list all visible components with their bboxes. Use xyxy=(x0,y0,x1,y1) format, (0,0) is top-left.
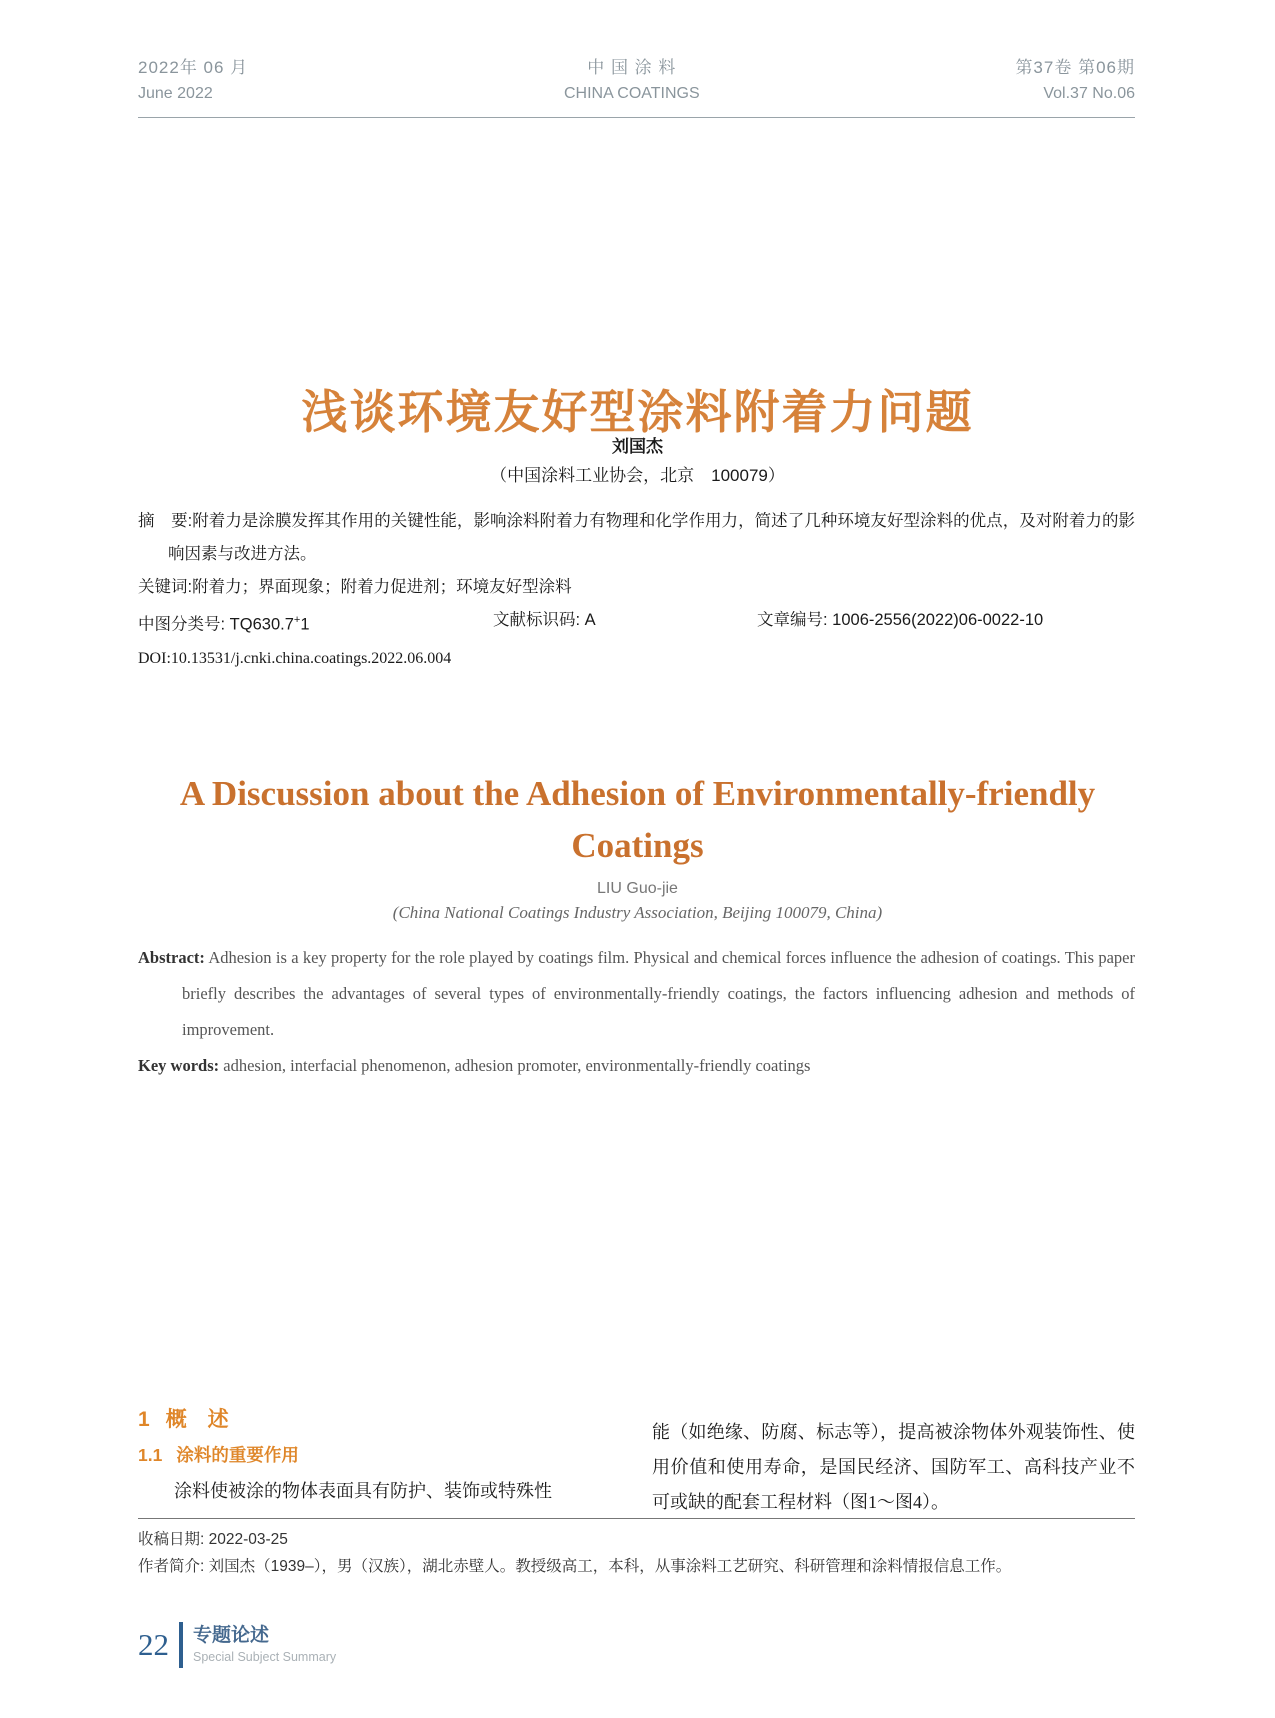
abstract-label-en: Abstract: xyxy=(138,948,205,967)
body-column-left xyxy=(138,1405,616,1520)
received-date-value: 2022-03-25 xyxy=(208,1531,288,1548)
clc-superscript: + xyxy=(293,614,301,626)
section-1-1-title: 涂料的重要作用 xyxy=(176,1445,299,1465)
footer-column-labels xyxy=(193,1624,336,1666)
author-bio-text: 刘国杰（1939–），男（汉族），湖北赤壁人。教授级高工，本科，从事涂料工艺研究、科研管理和涂料情报信息工作。 xyxy=(208,1558,1012,1575)
author-bio-label: 作者简介: xyxy=(138,1558,209,1575)
footnote-block xyxy=(138,1518,1135,1580)
document-code xyxy=(493,604,757,642)
abstract-cn xyxy=(138,505,1135,571)
article-title-en xyxy=(0,768,1275,872)
footer-column-cn: 专题论述 xyxy=(193,1625,270,1646)
article-title-cn: 浅谈环境友好型涂料附着力问题 xyxy=(301,385,974,438)
affiliation-cn: （中国涂料工业协会，北京 100079） xyxy=(490,466,785,485)
author-name-cn: 刘国杰 xyxy=(612,437,663,456)
header-issue-date xyxy=(138,55,248,107)
header-volume-info xyxy=(1015,55,1135,107)
header-date-cn: 2022年 06 月 xyxy=(138,58,249,77)
clc-tail: 1 xyxy=(300,615,310,634)
article-id-label: 文章编号: xyxy=(757,611,833,629)
title-en-line2: Coatings xyxy=(571,826,704,865)
affiliation-en: (China National Coatings Industry Association, Beijing 100079, China) xyxy=(392,903,883,922)
author-bio-line xyxy=(138,1553,1135,1580)
abstract-text-en: Adhesion is a key property for the role played by coatings film. Physical and chemical forces influence the adhesion of coatings. This paper briefly describes the advantages of several types of environmentally-friendly coatings, the factors influencing adhesion and methods of improvement. xyxy=(182,948,1135,1039)
keywords-text-cn: 附着力；界面现象；附着力促进剂；环境友好型涂料 xyxy=(192,578,572,596)
article-id xyxy=(757,604,1135,642)
classification-row xyxy=(138,604,1135,642)
keywords-text-en: adhesion, interfacial phenomenon, adhesion promoter, environmentally-friendly coatings xyxy=(223,1056,811,1075)
document-code-label: 文献标识码: xyxy=(493,611,585,629)
clc-label: 中图分类号: xyxy=(138,615,230,634)
header-journal-cn: 中 国 涂 料 xyxy=(587,58,677,77)
title-en-line1: A Discussion about the Adhesion of Environmentally-friendly xyxy=(179,774,1096,813)
section-1-title: 概 述 xyxy=(165,1408,229,1431)
abstract-text-cn: 附着力是涂膜发挥其作用的关键性能，影响涂料附着力有物理和化学作用力，简述了几种环境友好型涂料的优点，及对附着力的影响因素与改进方法。 xyxy=(168,512,1136,563)
page-number: 22 xyxy=(138,1627,169,1662)
doi: DOI:10.13531/j.cnki.china.coatings.2022.06.004 xyxy=(138,649,452,667)
keywords-en xyxy=(138,1048,1135,1084)
section-1-heading xyxy=(138,1405,616,1435)
author-name-en: LIU Guo-jie xyxy=(597,880,678,897)
abstract-label-cn: 摘 要: xyxy=(138,512,193,530)
body-column-right xyxy=(652,1405,1135,1520)
body-columns xyxy=(138,1405,1135,1520)
meta-block-cn xyxy=(138,505,1135,675)
received-date-label: 收稿日期: xyxy=(138,1531,209,1548)
section-1-1-heading xyxy=(138,1443,616,1467)
keywords-cn xyxy=(138,571,1135,604)
journal-header xyxy=(138,55,1135,118)
section-1-number: 1 xyxy=(138,1408,150,1431)
meta-block-en xyxy=(138,940,1135,1084)
header-journal-name xyxy=(564,55,700,107)
clc-value: TQ630.7 xyxy=(229,615,294,634)
clc-number xyxy=(138,604,493,642)
received-date-line xyxy=(138,1526,1135,1553)
header-date-en: June 2022 xyxy=(138,85,213,102)
section-1-1-number: 1.1 xyxy=(138,1445,163,1465)
keywords-label-en: Key words: xyxy=(138,1056,220,1075)
body-paragraph-left: 涂料使被涂的物体表面具有防护、装饰或特殊性 xyxy=(174,1481,552,1501)
document-code-value: A xyxy=(584,611,596,629)
footer-column-en: Special Subject Summary xyxy=(193,1650,337,1664)
header-volume-en: Vol.37 No.06 xyxy=(1043,85,1135,102)
article-id-value: 1006-2556(2022)06-0022-10 xyxy=(832,611,1044,629)
page-footer xyxy=(138,1622,336,1668)
body-paragraph-right: 能（如绝缘、防腐、标志等），提高被涂物体外观装饰性、使用价值和使用寿命，是国民经济、国防军工、高科技产业不可或缺的配套工程材料（图1～图4）。 xyxy=(652,1422,1135,1512)
abstract-en xyxy=(138,940,1135,1048)
keywords-label-cn: 关键词: xyxy=(138,578,193,596)
footer-divider-bar xyxy=(179,1622,183,1668)
header-journal-en: CHINA COATINGS xyxy=(563,85,700,102)
header-volume-cn: 第37卷 第06期 xyxy=(1015,58,1135,77)
